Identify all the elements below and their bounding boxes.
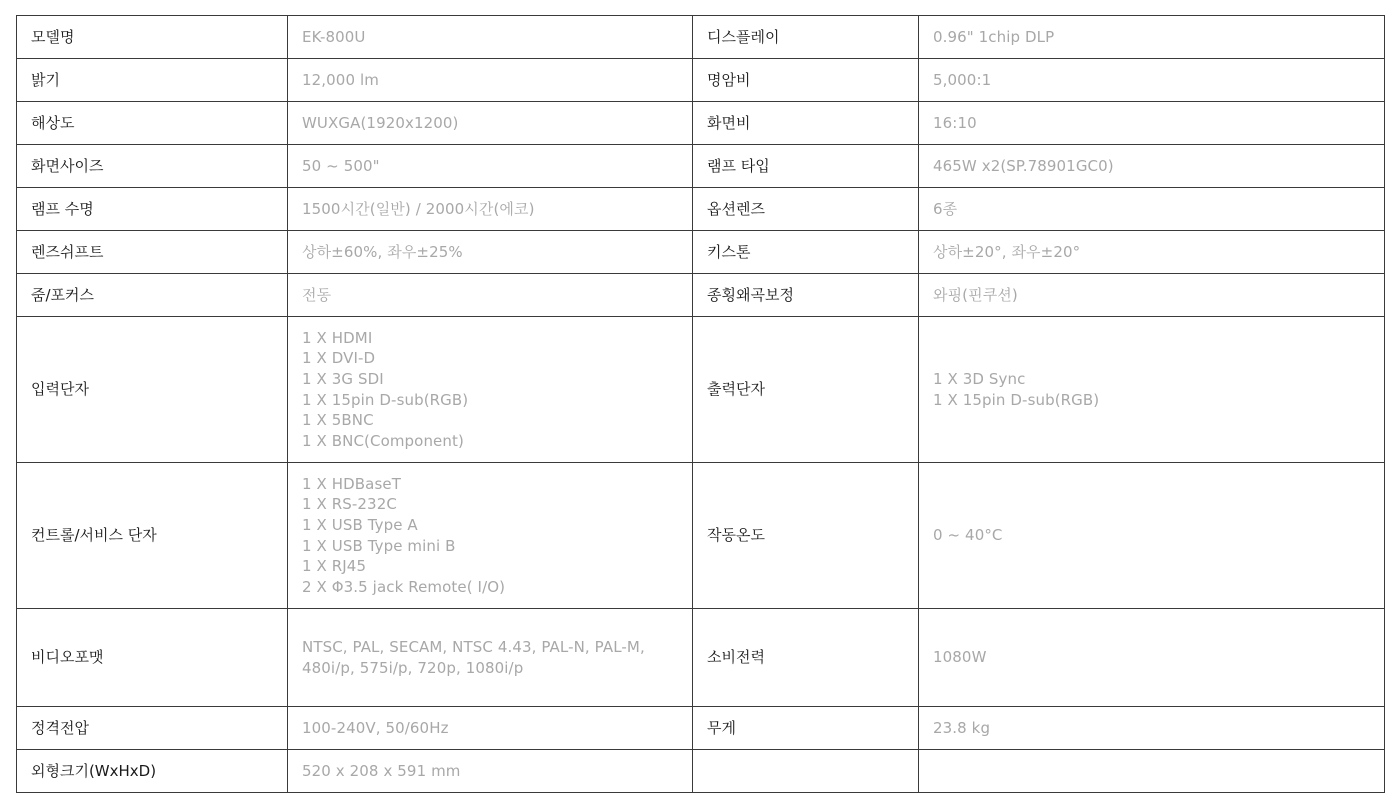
table-row [17, 231, 1385, 274]
spec-value-list [288, 317, 693, 463]
spec-label: 키스톤 [693, 231, 919, 274]
list-item: 1 X RJ45 [302, 557, 367, 576]
spec-label: 해상도 [17, 102, 288, 145]
list-item: 1 X 15pin D-sub(RGB) [933, 390, 1100, 409]
spec-value: 12,000 lm [288, 59, 693, 102]
table-row [17, 274, 1385, 317]
spec-value: 0.96" 1chip DLP [919, 16, 1385, 59]
table-row [17, 102, 1385, 145]
spec-label: 모델명 [17, 16, 288, 59]
table-row [17, 707, 1385, 750]
spec-value: 1080W [919, 609, 1385, 707]
spec-label: 램프 타입 [693, 145, 919, 188]
list-item: 1 X RS-232C [302, 495, 397, 514]
list-item: 2 X Φ3.5 jack Remote( I/O) [302, 577, 506, 596]
list-item: 1 X BNC(Component) [302, 431, 464, 450]
list-item: 1 X 3D Sync [933, 369, 1026, 388]
spec-label: 출력단자 [693, 317, 919, 463]
spec-label: 줌/포커스 [17, 274, 288, 317]
spec-label: 렌즈쉬프트 [17, 231, 288, 274]
spec-value: 와핑(핀쿠션) [919, 274, 1385, 317]
spec-label: 작동온도 [693, 463, 919, 609]
spec-value: 16:10 [919, 102, 1385, 145]
list-item: 1 X HDBaseT [302, 474, 401, 493]
spec-value: EK-800U [288, 16, 693, 59]
spec-value: WUXGA(1920x1200) [288, 102, 693, 145]
spec-value: 1500시간(일반) / 2000시간(에코) [288, 188, 693, 231]
list-item: 1 X USB Type mini B [302, 536, 456, 555]
spec-value: 전동 [288, 274, 693, 317]
spec-label: 무게 [693, 707, 919, 750]
spec-value: 520 x 208 x 591 mm [288, 750, 693, 793]
spec-label: 램프 수명 [17, 188, 288, 231]
spec-value: 465W x2(SP.78901GC0) [919, 145, 1385, 188]
spec-label: 입력단자 [17, 317, 288, 463]
spec-value [919, 750, 1385, 793]
spec-value-list [288, 463, 693, 609]
spec-value: 6종 [919, 188, 1385, 231]
spec-label: 비디오포맷 [17, 609, 288, 707]
list-item: 1 X 15pin D-sub(RGB) [302, 390, 469, 409]
spec-label: 종횡왜곡보정 [693, 274, 919, 317]
spec-value: 23.8 kg [919, 707, 1385, 750]
video-format-text: NTSC, PAL, SECAM, NTSC 4.43, PAL-N, PAL-M, 480i/p, 575i/p, 720p, 1080i/p [302, 637, 645, 677]
spec-label: 옵션렌즈 [693, 188, 919, 231]
spec-label: 밝기 [17, 59, 288, 102]
spec-value: 0 ~ 40°C [919, 463, 1385, 609]
spec-value: 5,000:1 [919, 59, 1385, 102]
spec-value-list [919, 317, 1385, 463]
spec-label: 화면비 [693, 102, 919, 145]
list-item: 1 X USB Type A [302, 515, 418, 534]
list-item: 1 X 5BNC [302, 411, 374, 430]
spec-label: 화면사이즈 [17, 145, 288, 188]
table-row [17, 59, 1385, 102]
spec-table [16, 15, 1385, 793]
list-item: 1 X HDMI [302, 328, 373, 347]
spec-label: 명암비 [693, 59, 919, 102]
spec-sheet [16, 15, 1385, 793]
spec-label: 컨트롤/서비스 단자 [17, 463, 288, 609]
spec-label [693, 750, 919, 793]
spec-value: 50 ~ 500" [288, 145, 693, 188]
spec-value [288, 609, 693, 707]
spec-value: 상하±60%, 좌우±25% [288, 231, 693, 274]
spec-label: 디스플레이 [693, 16, 919, 59]
spec-label: 소비전력 [693, 609, 919, 707]
list-item: 1 X 3G SDI [302, 369, 384, 388]
list-item: 1 X DVI-D [302, 349, 376, 368]
table-row [17, 16, 1385, 59]
table-row-input-terminals [17, 317, 1385, 463]
table-row [17, 750, 1385, 793]
spec-value: 상하±20°, 좌우±20° [919, 231, 1385, 274]
spec-label: 정격전압 [17, 707, 288, 750]
spec-value: 100-240V, 50/60Hz [288, 707, 693, 750]
table-row [17, 145, 1385, 188]
table-row-control-terminals [17, 463, 1385, 609]
table-row [17, 188, 1385, 231]
spec-label: 외형크기(WxHxD) [17, 750, 288, 793]
table-row-video-format [17, 609, 1385, 707]
